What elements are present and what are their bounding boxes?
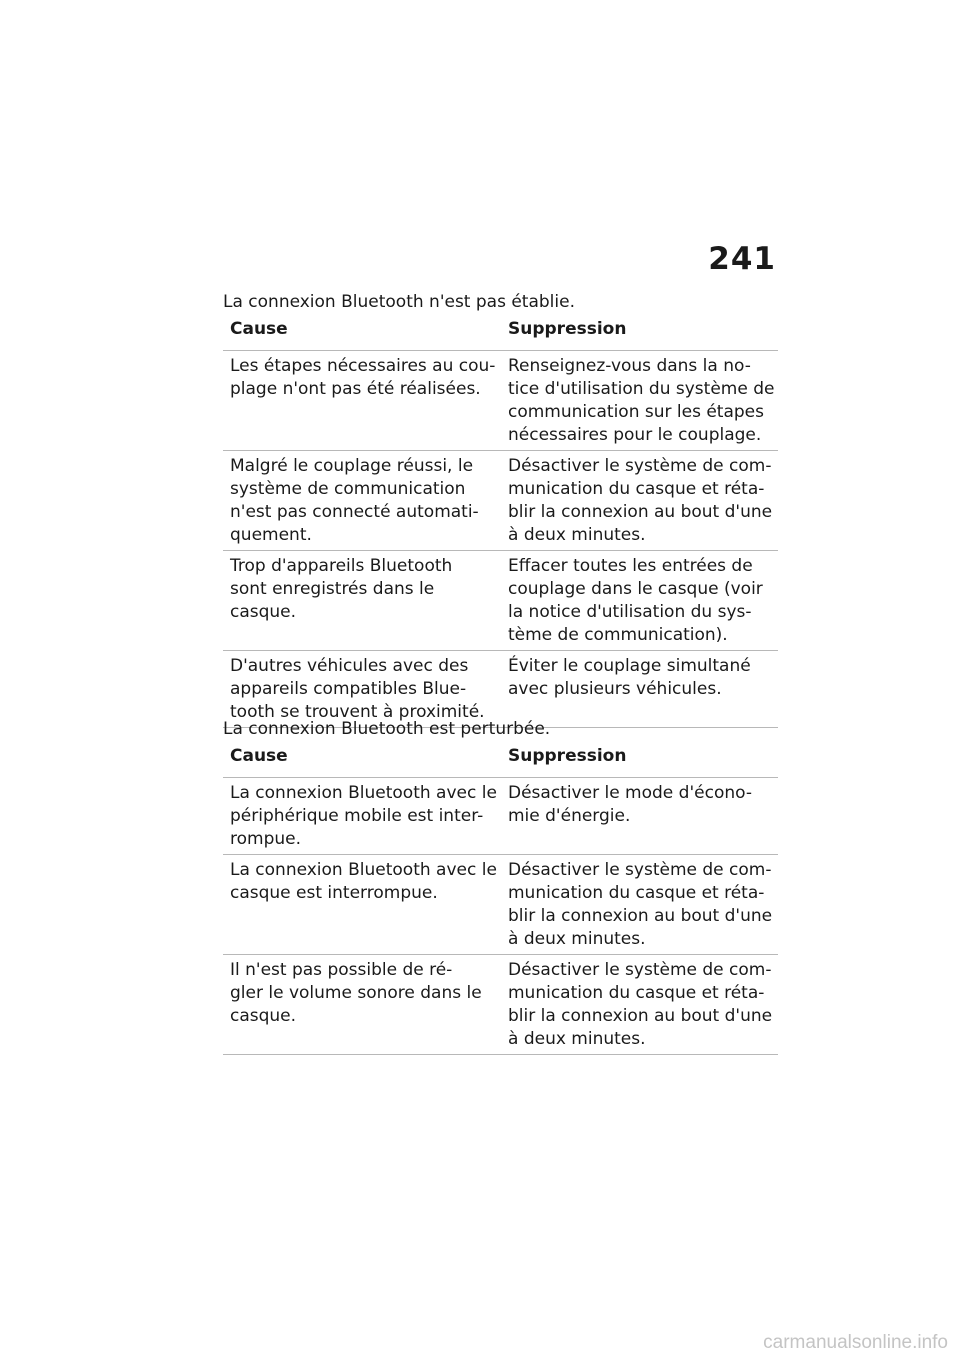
remedy-cell (501, 351, 778, 451)
cell-text-line: sont enregistrés dans le (230, 579, 435, 599)
column-header-remedy: Suppression (501, 318, 778, 351)
cell-text-line: Malgré le couplage réussi, le (230, 456, 474, 476)
cell-text-line: La connexion Bluetooth avec le (230, 860, 497, 880)
watermark-footer: carmanualsonline.info (763, 1332, 948, 1353)
cell-text-line: blir la connexion au bout d'une (508, 1006, 773, 1026)
cell-text-line: appareils compatibles Blue- (230, 679, 467, 699)
table-row (223, 551, 778, 651)
cell-text-line: munication du casque et réta- (508, 983, 765, 1003)
table-row (223, 651, 778, 728)
cell-text-line: Effacer toutes les entrées de (508, 556, 753, 576)
cell-text-line: avec plusieurs véhicules. (508, 679, 722, 699)
cause-cell (223, 955, 501, 1055)
cell-text-line: la notice d'utilisation du sys- (508, 602, 752, 622)
cause-cell (223, 451, 501, 551)
cell-text-line: Éviter le couplage simultané (508, 656, 751, 676)
cell-text-line: casque. (230, 1006, 297, 1026)
cell-text-line: Désactiver le système de com- (508, 456, 772, 476)
cell-text-line: tice d'utilisation du système de (508, 379, 775, 399)
section-title: La connexion Bluetooth est perturbée. (223, 719, 551, 739)
cell-text-line: Désactiver le système de com- (508, 960, 772, 980)
table-body (223, 351, 778, 728)
cell-text-line: munication du casque et réta- (508, 883, 765, 903)
cell-text-line: Il n'est pas possible de ré- (230, 960, 453, 980)
cause-cell (223, 351, 501, 451)
table-header-row (223, 745, 778, 778)
cell-text-line: Trop d'appareils Bluetooth (230, 556, 453, 576)
table-row (223, 451, 778, 551)
cell-text-line: couplage dans le casque (voir (508, 579, 763, 599)
cell-text-line: plage n'ont pas été réalisées. (230, 379, 481, 399)
remedy-cell (501, 955, 778, 1055)
cell-text-line: tooth se trouvent à proximité. (230, 702, 485, 722)
remedy-cell (501, 451, 778, 551)
cell-text-line: Désactiver le mode d'écono- (508, 783, 752, 803)
cell-text-line: Les étapes nécessaires au cou- (230, 356, 496, 376)
remedy-cell (501, 551, 778, 651)
cell-text-line: à deux minutes. (508, 1029, 646, 1049)
cause-cell (223, 651, 501, 728)
cell-text-line: Renseignez-vous dans la no- (508, 356, 751, 376)
remedy-cell (501, 651, 778, 728)
cell-text-line: casque. (230, 602, 297, 622)
cell-text-line: à deux minutes. (508, 525, 646, 545)
cell-text-line: système de communication (230, 479, 466, 499)
column-header-cause: Cause (223, 745, 501, 778)
table-row (223, 955, 778, 1055)
cell-text-line: à deux minutes. (508, 929, 646, 949)
cell-text-line: nécessaires pour le couplage. (508, 425, 762, 445)
cell-text-line: rompue. (230, 829, 302, 849)
section-connection-disturbed (223, 718, 778, 1055)
cause-cell (223, 551, 501, 651)
table-body (223, 778, 778, 1055)
cell-text-line: n'est pas connecté automati- (230, 502, 479, 522)
table-row (223, 855, 778, 955)
cause-cell (223, 855, 501, 955)
cell-text-line: D'autres véhicules avec des (230, 656, 469, 676)
cell-text-line: blir la connexion au bout d'une (508, 906, 773, 926)
cell-text-line: mie d'énergie. (508, 806, 631, 826)
table-header-row (223, 318, 778, 351)
section-connection-not-established (223, 291, 778, 728)
cell-text-line: La connexion Bluetooth avec le (230, 783, 497, 803)
cell-text-line: tème de communication). (508, 625, 728, 645)
table-row (223, 778, 778, 855)
table-row (223, 351, 778, 451)
section-title: La connexion Bluetooth n'est pas établie. (223, 292, 575, 312)
troubleshooting-table (223, 318, 778, 728)
cell-text-line: Désactiver le système de com- (508, 860, 772, 880)
cell-text-line: blir la connexion au bout d'une (508, 502, 773, 522)
troubleshooting-table (223, 745, 778, 1055)
cell-text-line: casque est interrompue. (230, 883, 438, 903)
remedy-cell (501, 855, 778, 955)
cell-text-line: communication sur les étapes (508, 402, 764, 422)
cell-text-line: munication du casque et réta- (508, 479, 765, 499)
cell-text-line: périphérique mobile est inter- (230, 806, 484, 826)
cell-text-line: gler le volume sonore dans le (230, 983, 482, 1003)
cause-cell (223, 778, 501, 855)
column-header-remedy: Suppression (501, 745, 778, 778)
column-header-cause: Cause (223, 318, 501, 351)
cell-text-line: quement. (230, 525, 312, 545)
page-number: 241 (708, 241, 776, 277)
remedy-cell (501, 778, 778, 855)
